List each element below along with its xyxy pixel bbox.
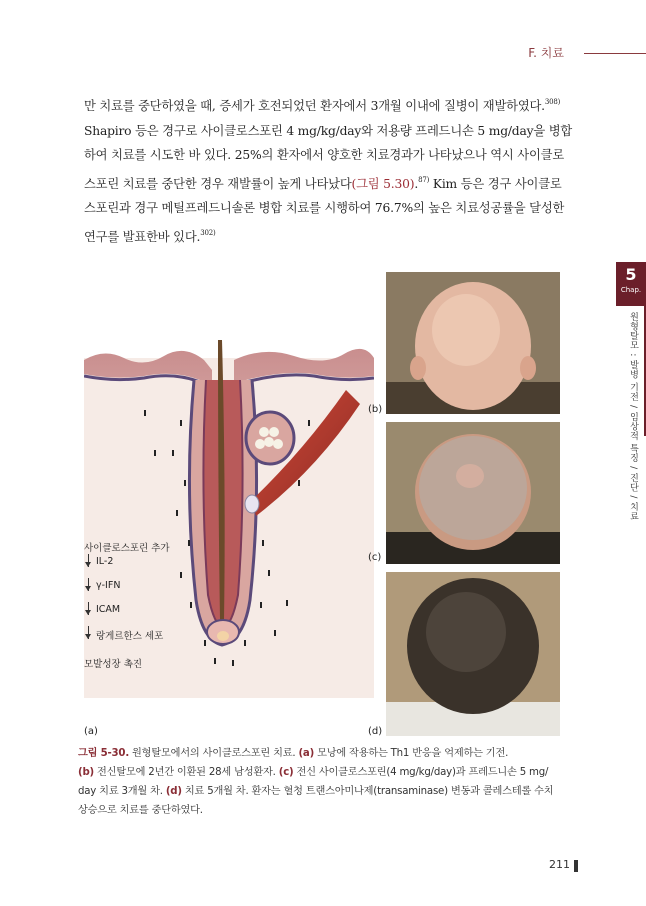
gland-cell xyxy=(264,437,274,447)
caption-line: 상승으로 치료를 중단하였다. xyxy=(78,805,203,816)
bulge-region xyxy=(245,495,259,513)
figure-5-30 xyxy=(84,270,564,740)
text-line xyxy=(84,168,578,197)
section-title: F. 치료 xyxy=(528,46,564,60)
patient-photo-d xyxy=(386,572,560,736)
reference-mark: 302) xyxy=(200,228,216,237)
panel-label-b: (b) xyxy=(368,404,383,415)
chapter-tab xyxy=(616,262,646,306)
text-line: 하여 치료를 시도한 바 있다. 25%의 환자에서 양호한 치료경과가 나타났으나 역시 사이클로 xyxy=(84,148,564,163)
text-line xyxy=(84,221,578,250)
text-line xyxy=(84,90,578,119)
chapter-label: Chap. xyxy=(620,286,642,294)
text-span: . xyxy=(414,176,419,191)
panel-label-a: (a) xyxy=(84,726,98,737)
cascade-step: IL-2 xyxy=(96,556,114,567)
caption-text: 치료 5개월 차. 환자는 혈청 트랜스아미나제(transaminase) 변동과 콜레스테롤 수치 xyxy=(181,786,554,797)
page-marker xyxy=(574,860,578,872)
caption-text: 전신탈모에 2년간 이환된 28세 남성환자. xyxy=(94,767,279,778)
panel-label-d: (d) xyxy=(368,726,383,737)
caption-line xyxy=(78,744,572,763)
reference-mark: 87) xyxy=(418,175,430,184)
gland-cell xyxy=(273,439,283,449)
caption-text: 전신 사이클로스포린(4 mg/kg/day)과 프레드니손 5 mg/ xyxy=(293,767,549,778)
cascade-step: ICAM xyxy=(96,604,121,615)
cascade-title: 사이클로스포린 추가 xyxy=(84,543,170,554)
caption-panel-ref: (c) xyxy=(278,767,294,778)
down-arrow-icon xyxy=(85,634,91,639)
figure-caption xyxy=(78,744,572,820)
running-header xyxy=(446,44,646,64)
reference-mark: 308) xyxy=(544,98,561,106)
patient-photo-c xyxy=(386,422,560,564)
text-line: Shapiro 등은 경구로 사이클로스포린 4 mg/kg/day와 저용량 프레드니손 5 mg/day을 병합 xyxy=(84,123,573,138)
cascade-result: 모발성장 촉진 xyxy=(84,659,143,670)
caption-head: 그림 5-30. xyxy=(78,748,129,759)
down-arrow-icon xyxy=(85,610,91,615)
caption-line xyxy=(78,763,572,782)
panel-label-c: (c) xyxy=(368,552,382,563)
down-arrow-icon xyxy=(85,586,91,591)
text-span: 연구를 발표한바 있다. xyxy=(84,229,201,244)
page-number: 211 xyxy=(549,858,570,871)
text-span: 만 치료를 중단하였을 때, 증세가 호전되었던 환자에서 3개월 이내에 질병이 재발하였다. xyxy=(84,99,545,113)
text-span: 스포린 치료를 중단한 경우 재발률이 높게 나타났다 xyxy=(84,176,352,191)
caption-panel-ref: (d) xyxy=(165,786,182,797)
gland-cell xyxy=(255,439,265,449)
gland-cell xyxy=(269,427,279,437)
body-paragraph xyxy=(84,90,578,250)
header-rule xyxy=(584,53,646,54)
caption-text: day 치료 3개월 차. xyxy=(78,786,166,797)
text-span: Kim 등은 경구 사이클로 xyxy=(429,176,562,191)
text-line: 스포린과 경구 메틸프레드니솔론 병합 치료를 시행하여 76.7%의 높은 치료성공률을 달성한 xyxy=(84,201,565,216)
dermal-papilla xyxy=(217,631,229,641)
caption-panel-ref: (b) xyxy=(78,767,95,778)
cascade-step: 랑게르한스 세포 xyxy=(96,631,164,642)
caption-line xyxy=(78,782,572,801)
down-arrow-icon xyxy=(85,562,91,567)
caption-text: 원형탈모에서의 사이클로스포린 치료. xyxy=(129,748,299,759)
caption-panel-ref: (a) xyxy=(298,748,315,759)
patient-photo-b xyxy=(386,272,560,414)
figure-reference-link[interactable]: (그림 5.30) xyxy=(351,176,415,191)
cascade-step: γ-IFN xyxy=(96,580,121,591)
caption-text: 모낭에 작용하는 Th1 반응을 억제하는 기전. xyxy=(314,748,509,759)
chapter-number: 5 xyxy=(625,265,637,284)
gland-cell xyxy=(259,427,269,437)
chapter-title: 원형탈모 : 발병 기전 / 임상적 특징 / 진단 / 치료 xyxy=(628,312,638,522)
